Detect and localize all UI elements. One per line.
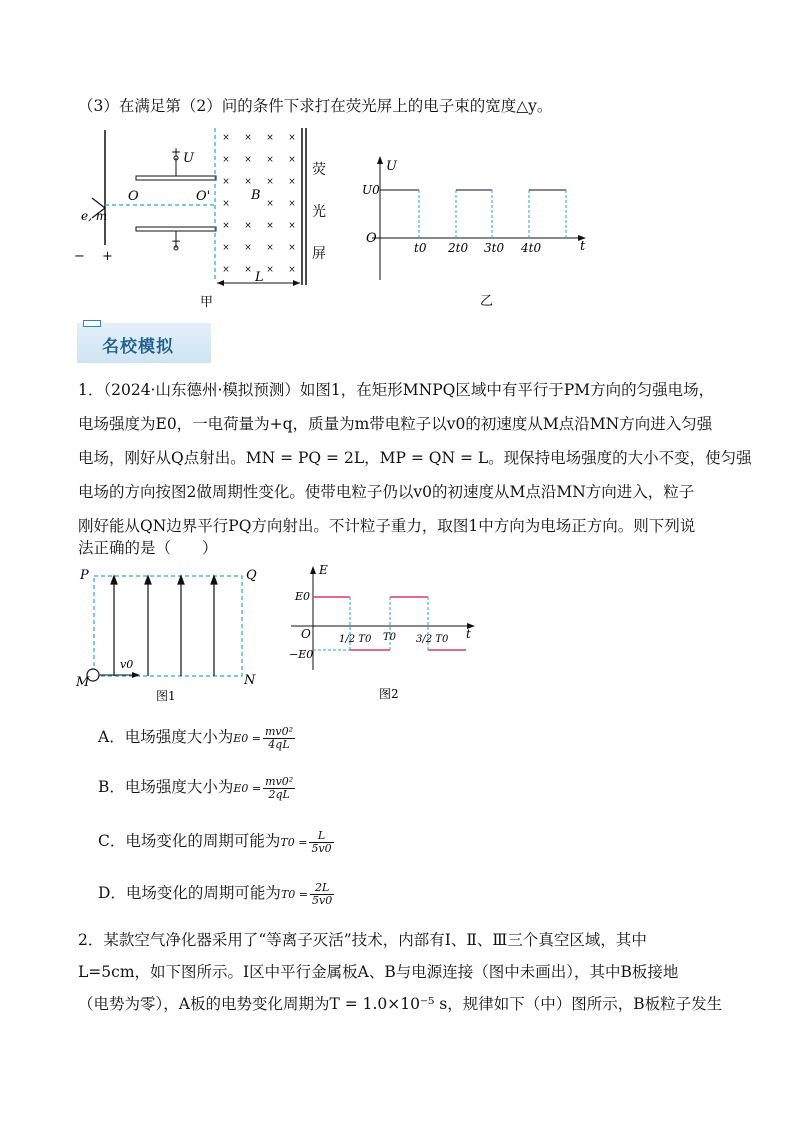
svg-text:×: ×: [244, 243, 252, 253]
fig2-O: O: [301, 627, 311, 641]
fig2-E0: E0: [295, 590, 311, 603]
svg-text:×: ×: [222, 133, 230, 143]
svg-text:×: ×: [266, 155, 274, 165]
fig1-M: M: [76, 675, 90, 690]
svg-text:×: ×: [266, 199, 274, 209]
option-c-label: C．电场变化的周期可能为: [98, 832, 281, 850]
q1-line-6: 法正确的是（ ）: [78, 539, 218, 557]
label-U0: U0: [362, 183, 380, 197]
screen-char-1: 荧: [312, 162, 326, 178]
label-e-m: e, m: [81, 209, 108, 223]
section-banner: [77, 323, 211, 363]
axis-t: t: [580, 239, 586, 254]
svg-text:×: ×: [288, 199, 296, 209]
fig2-tick-T0: T0: [383, 632, 397, 643]
option-a[interactable]: [98, 722, 295, 754]
fig2-E-axis: E: [319, 563, 328, 577]
option-a-frac: $\frac{\text{mv0²}}{4qL}$: [264, 724, 294, 751]
label-U: U: [183, 151, 194, 166]
label-minus-left: −: [74, 249, 85, 264]
option-c-lhs: T0 =: [280, 836, 308, 849]
option-d[interactable]: [98, 878, 334, 910]
option-a-label: A．电场强度大小为: [98, 728, 234, 746]
option-a-lhs: E0 =: [233, 732, 261, 745]
fig2-tick-threehalf: 3/2 T0: [416, 634, 449, 645]
svg-text:×: ×: [288, 265, 296, 275]
svg-text:×: ×: [244, 265, 252, 275]
option-b-label: B．电场强度大小为: [98, 778, 234, 796]
option-d-frac: $\frac{2L}{5v0}$: [312, 880, 333, 907]
label-O-prime: O': [196, 189, 211, 204]
option-b-frac: $\frac{\text{mv0²}}{2qL}$: [265, 774, 294, 801]
label-plus-top: +: [171, 145, 182, 159]
tick-t0: t0: [414, 241, 427, 255]
q1-line-1: 1．（2024·山东德州·模拟预测）如图1，在矩形MNPQ区域中有平行于PM方向的匀强电场，: [78, 381, 715, 399]
fig2-negE0: −E0: [289, 648, 314, 661]
magnetic-field-marks: [222, 133, 296, 275]
svg-text:×: ×: [222, 221, 230, 231]
q1-line-2: 电场强度为E0，一电荷量为+q，质量为m带电粒子以v0的初速度从M点沿MN方向进入匀强: [78, 415, 713, 433]
fig1-N: N: [244, 673, 256, 688]
label-minus-bottom: −: [171, 234, 182, 248]
label-B: B: [251, 188, 261, 203]
axis-U: U: [386, 159, 397, 174]
caption-yi: 乙: [480, 294, 494, 309]
svg-text:×: ×: [244, 177, 252, 187]
svg-text:×: ×: [222, 177, 230, 187]
option-d-lhs: T0 =: [280, 888, 308, 901]
svg-text:×: ×: [266, 221, 274, 231]
svg-text:×: ×: [266, 177, 274, 187]
svg-text:×: ×: [222, 265, 230, 275]
svg-text:×: ×: [222, 243, 230, 253]
screen-char-3: 屏: [312, 246, 326, 262]
fig1-P: P: [80, 568, 89, 583]
banner-title: 名校模拟: [102, 337, 174, 357]
svg-text:×: ×: [266, 243, 274, 253]
figure-yi: [362, 150, 602, 340]
label-L: L: [255, 270, 264, 285]
svg-text:×: ×: [288, 177, 296, 187]
fig2-tick-half: 1/2 T0: [339, 634, 372, 645]
svg-text:×: ×: [288, 155, 296, 165]
svg-text:×: ×: [222, 155, 230, 165]
option-c[interactable]: [98, 826, 334, 858]
fig2-t-axis: t: [466, 627, 471, 641]
svg-text:×: ×: [288, 221, 296, 231]
fig1-v0: v0: [120, 658, 134, 671]
label-O-yi: O: [366, 231, 377, 246]
question-3-text: （3）在满足第（2）问的条件下求打在荧光屏上的电子束的宽度△y。: [78, 97, 553, 115]
fig2-caption: 图2: [379, 687, 399, 701]
svg-text:×: ×: [266, 265, 274, 275]
tick-4t0: 4t0: [521, 241, 542, 255]
svg-text:×: ×: [244, 133, 252, 143]
option-c-frac: $\frac{L}{5v0}$: [311, 828, 332, 855]
q2-line-2: L=5cm，如下图所示。Ⅰ区中平行金属板A、B与电源连接（图中未画出），其中B板接地: [78, 963, 679, 981]
tick-2t0: 2t0: [448, 241, 469, 255]
q1-line-4: 电场的方向按图2做周期性变化。使带电粒子仍以v0的初速度从M点沿MN方向进入，粒子: [78, 483, 695, 501]
option-d-label: D．电场变化的周期可能为: [98, 884, 281, 902]
q2-line-3: （电势为零），A板的电势变化周期为T = 1.0×10⁻⁵ s，规律如下（中）图所示，B板粒子发生: [78, 995, 723, 1013]
svg-text:×: ×: [244, 155, 252, 165]
banner-tab-icon: [83, 320, 101, 327]
option-b-lhs: E0 =: [233, 782, 262, 795]
label-O: O: [128, 189, 139, 204]
tick-3t0: 3t0: [484, 241, 505, 255]
label-plus-left: +: [102, 249, 113, 264]
q2-line-1: 2．某款空气净化器采用了“等离子灭活”技术，内部有Ⅰ、Ⅱ、Ⅲ三个真空区域，其中: [78, 931, 647, 949]
figure-1: [78, 565, 278, 705]
q1-line-3: 电场，刚好从Q点射出。MN = PQ = 2L，MP = QN = L。现保持电场强度的大小不变，使匀强: [78, 449, 752, 467]
svg-text:×: ×: [288, 243, 296, 253]
svg-text:×: ×: [222, 199, 230, 209]
svg-text:×: ×: [288, 133, 296, 143]
screen-char-2: 光: [312, 204, 326, 220]
option-b[interactable]: [98, 772, 295, 804]
fig1-caption: 图1: [156, 689, 176, 703]
svg-text:×: ×: [244, 221, 252, 231]
fig1-Q: Q: [246, 568, 257, 583]
figure-2: [283, 560, 483, 700]
caption-jia: 甲: [200, 295, 214, 310]
q1-line-5: 刚好能从QN边界平行PQ方向射出。不计粒子重力，取图1中方向为电场正方向。则下列说: [78, 517, 696, 535]
svg-text:×: ×: [266, 133, 274, 143]
figure-jia: [60, 120, 400, 310]
